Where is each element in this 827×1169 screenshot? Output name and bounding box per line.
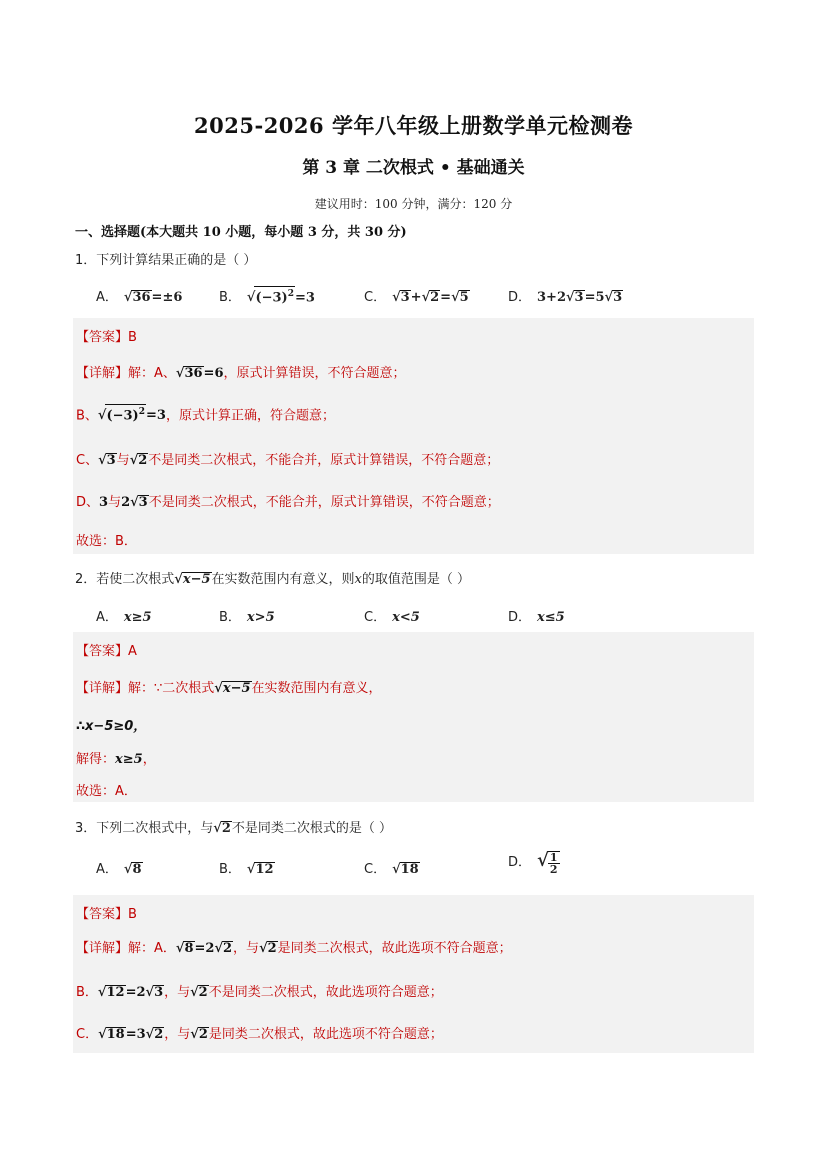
q2-option-d: D． x≤5 [508, 610, 565, 625]
q1-conclusion: 故选：B． [76, 534, 137, 549]
q3-option-a: A． √8 [96, 862, 142, 877]
q1-option-c: C． √3+√2=√5 [364, 290, 469, 305]
q1-detail-c: C、√3与√2不是同类二次根式，不能合并，原式计算错误，不符合题意； [76, 453, 500, 468]
q3-detail-b: B．√12=2√3，与√2不是同类二次根式，故此选项符合题意； [76, 985, 443, 1000]
q1-option-b: B． $√(-3)^2=3$ [219, 286, 315, 305]
section-heading: 一、选择题(本大题共 10 小题，每小题 3 分，共 30 分) [75, 225, 407, 240]
q2-option-a: A． x≥5 [96, 610, 152, 625]
q3-option-b: B． √12 [219, 862, 274, 877]
q3-option-c: C． √18 [364, 862, 419, 877]
question-3-stem: 3．下列二次根式中，与√2不是同类二次根式的是（ ） [75, 821, 393, 836]
q3-answer: 【答案】B [76, 907, 137, 922]
q2-answer-block [73, 632, 754, 802]
q2-option-b: B． x>5 [219, 610, 275, 625]
q2-option-c: C． x<5 [364, 610, 420, 625]
q1-option-a: A． √36=±6 [96, 290, 183, 305]
page-subtitle: 第 3 章 二次根式 • 基础通关 [302, 158, 525, 178]
q1-option-d: D． 3+2√3=5√3 [508, 290, 623, 305]
q2-detail-1: 【详解】解：∵二次根式√x−5在实数范围内有意义， [76, 681, 382, 696]
question-2-options [96, 606, 776, 630]
q1-detail-a: 【详解】解：A、√36=6，原式计算错误，不符合题意； [76, 366, 406, 381]
q3-detail-c: C．√18=3√2，与√2是同类二次根式，故此选项不符合题意； [76, 1027, 443, 1042]
q2-detail-3: 解得：x≥5， [76, 752, 156, 767]
q3-detail-a: 【详解】解：A．√8=2√2，与√2是同类二次根式，故此选项不符合题意； [76, 941, 512, 956]
question-1-stem: 1．下列计算结果正确的是（ ） [75, 253, 257, 268]
q1-detail-d: D、3与2√3不是同类二次根式，不能合并，原式计算错误，不符合题意； [76, 495, 500, 510]
q2-detail-2: ∴x−5≥0， [76, 719, 147, 734]
q2-answer: 【答案】A [76, 644, 137, 659]
q2-conclusion: 故选：A． [76, 784, 137, 799]
question-2-stem: 2．若使二次根式√x−5在实数范围内有意义，则x的取值范围是（ ） [75, 572, 471, 587]
question-3-options [96, 850, 776, 882]
q3-answer-block [73, 895, 754, 1053]
q1-detail-b: B、$√(-3)^2=3$，原式计算正确，符合题意； [76, 404, 335, 423]
question-1-options [96, 286, 776, 310]
time-score-info: 建议用时：100 分钟，满分：120 分 [314, 197, 513, 211]
page-title: 2025-2026 学年八年级上册数学单元检测卷 [194, 113, 633, 138]
q1-answer: 【答案】B [76, 330, 137, 345]
q3-option-d: D． √ $\frac{1}{2}$ [508, 850, 558, 876]
q1-answer-block [73, 318, 754, 554]
